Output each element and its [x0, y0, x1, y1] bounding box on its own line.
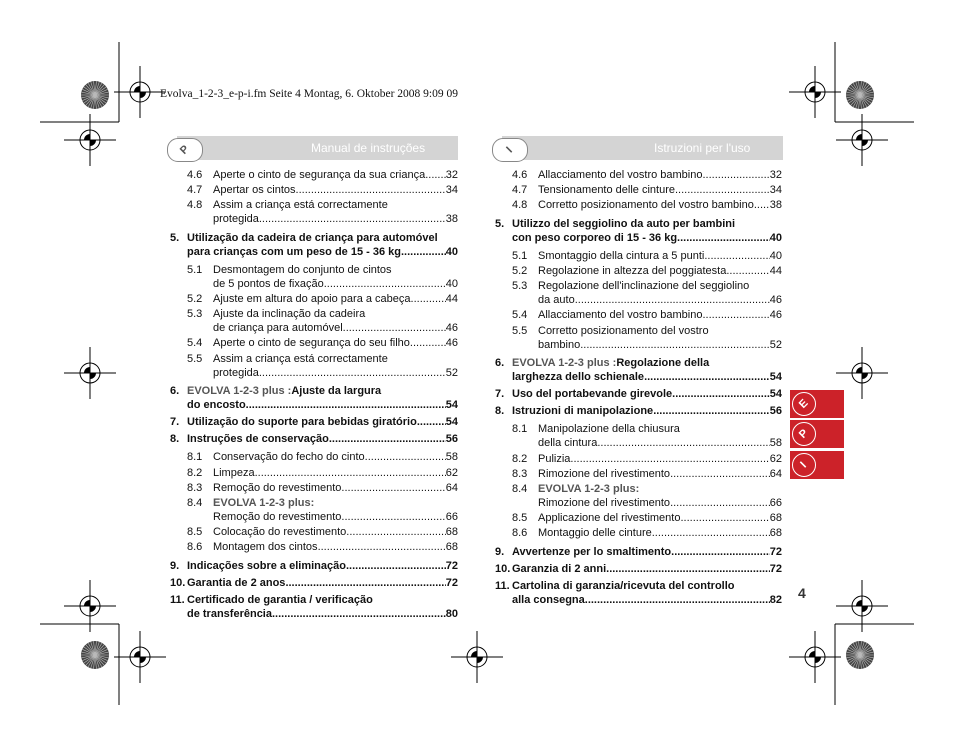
toc-entry[interactable] — [495, 511, 782, 525]
toc-entry-title: Apertar os cintos — [213, 184, 296, 197]
toc-entry-title: Garantia de 2 anos — [187, 576, 286, 589]
toc-page-number: 58 — [445, 451, 458, 464]
toc-entry-number: 4.6 — [187, 169, 203, 181]
leader-dots — [343, 321, 446, 335]
toc-entry-number: 9. — [170, 559, 180, 572]
leader-dots — [346, 559, 446, 573]
toc-entry[interactable] — [170, 540, 458, 554]
toc-entry-number: 8. — [170, 433, 180, 446]
leader-dots — [670, 467, 770, 481]
toc-page-number: 38 — [769, 199, 782, 212]
toc-entry-title: Assim a criança está correctamente — [213, 352, 388, 365]
toc-page-number: 44 — [769, 265, 782, 277]
leader-dots — [680, 511, 769, 525]
toc-page-number: 44 — [445, 293, 458, 305]
toc-entry-number: 4.7 — [187, 184, 203, 197]
toc-entry-number: 6. — [170, 384, 180, 397]
toc-entry-title: Smontaggio della cintura a 5 punti — [538, 249, 705, 262]
toc-page-number: 52 — [445, 366, 458, 379]
toc-page-number: 56 — [769, 405, 782, 418]
toc-page-number: 72 — [769, 562, 782, 575]
toc-entry-number: 5.5 — [187, 352, 203, 365]
leader-dots — [597, 436, 769, 450]
toc-entry-number: 8.4 — [187, 497, 203, 509]
toc-entry-title: Ajuste da inclinação da cadeira — [213, 308, 366, 321]
leader-dots — [671, 545, 770, 559]
toc-page-number: 46 — [445, 337, 458, 350]
toc-entry-number: 8.5 — [187, 526, 203, 539]
toc-entry-number: 4.8 — [512, 199, 528, 212]
language-badge-it: I — [492, 138, 528, 162]
toc-entry-number: 8.6 — [187, 541, 203, 554]
toc-entry[interactable] — [170, 496, 458, 524]
toc-page-number: 46 — [769, 309, 782, 322]
toc-page-number: 46 — [445, 322, 458, 335]
toc-entry-number: 6. — [495, 356, 505, 369]
toc-page-number: 68 — [445, 541, 458, 554]
toc-entry-title: Regolazione dell'inclinazione del seggiolino — [538, 280, 750, 293]
toc-entry-title: Aperte o cinto de segurança da sua criança — [213, 169, 426, 181]
toc-entry[interactable] — [170, 576, 458, 590]
toc-entry-title: alla consegna — [512, 594, 585, 606]
language-tab-i[interactable]: I — [790, 451, 844, 479]
toc-entry[interactable] — [170, 307, 458, 335]
toc-entry[interactable] — [495, 387, 782, 401]
toc-entry-title: Manipolazione della chiusura — [538, 423, 680, 436]
leader-dots — [272, 607, 446, 621]
toc-entry-title: Limpeza — [213, 466, 255, 479]
leader-dots — [580, 338, 770, 352]
toc-entry[interactable] — [495, 217, 782, 245]
toc-entry[interactable] — [170, 168, 458, 182]
toc-page-number: 40 — [445, 277, 458, 290]
toc-entry-number: 5.2 — [512, 265, 528, 277]
leader-dots — [652, 526, 770, 540]
toc-entry-title: Montagem dos cintos — [213, 541, 318, 554]
toc-page-number: 54 — [769, 370, 782, 383]
toc-entry[interactable] — [170, 384, 458, 412]
toc-entry[interactable] — [170, 198, 458, 226]
leader-dots — [259, 212, 446, 226]
product-highlight: EVOLVA 1-2-3 plus : — [512, 356, 617, 369]
toc-entry-title: do encosto — [187, 398, 246, 411]
toc-entry[interactable] — [170, 593, 458, 621]
toc-page-number: 32 — [445, 169, 458, 181]
toc-entry[interactable] — [170, 263, 458, 291]
toc-entry[interactable] — [170, 432, 458, 446]
toc-page-number: 66 — [445, 511, 458, 523]
toc-entry-title: Allacciamento del vostro bambino — [538, 309, 703, 322]
toc-entry[interactable] — [170, 415, 458, 429]
toc-entry-number: 11. — [495, 580, 510, 592]
toc-entry[interactable] — [170, 352, 458, 380]
toc-entry-title: protegida — [213, 366, 259, 379]
toc-entry-number: 5. — [170, 231, 180, 244]
toc-entry[interactable] — [495, 545, 782, 559]
toc-page-number: 34 — [445, 184, 458, 197]
toc-page-number: 80 — [445, 608, 458, 620]
toc-page-number: 82 — [769, 594, 782, 606]
leader-dots — [259, 366, 446, 380]
toc-entry[interactable] — [495, 482, 782, 510]
toc-entry-title: Aperte o cinto de segurança do seu filho — [213, 337, 410, 350]
product-highlight: EVOLVA 1-2-3 plus: — [538, 483, 640, 495]
toc-entry-title: da auto — [538, 294, 575, 307]
leader-dots — [411, 292, 446, 306]
toc-page-number: 54 — [445, 416, 458, 428]
toc-entry[interactable] — [495, 422, 782, 450]
toc-entry-number: 8.3 — [512, 467, 528, 480]
toc-entry-number: 5.1 — [187, 263, 203, 276]
product-highlight: EVOLVA 1-2-3 plus: — [213, 497, 315, 509]
toc-page-number: 62 — [769, 452, 782, 465]
toc-entry-title: Cartolina di garanzia/ricevuta del controllo — [512, 580, 735, 592]
toc-entry-title: Rimozione del rivestimento — [538, 467, 671, 480]
toc-page-number: 34 — [769, 184, 782, 197]
toc-entry-number: 5.4 — [187, 337, 203, 350]
toc-entry[interactable] — [170, 466, 458, 480]
toc-entry[interactable] — [495, 264, 782, 278]
leader-dots — [670, 496, 770, 510]
toc-entry[interactable] — [170, 336, 458, 350]
leader-dots — [677, 231, 770, 245]
toc-entry[interactable] — [495, 356, 782, 384]
toc-entry-number: 8.3 — [187, 481, 203, 494]
toc-page-number: 64 — [445, 481, 458, 494]
toc-entry[interactable] — [495, 308, 782, 322]
toc-entry-title: Istruzioni di manipolazione — [512, 405, 654, 418]
toc-entry-number: 8.4 — [512, 483, 528, 495]
toc-entry-title: Ajuste em altura do apoio para a cabeça — [213, 293, 411, 305]
toc-page-number: 52 — [769, 338, 782, 351]
toc-entry-number: 8.1 — [187, 451, 203, 464]
header-title-pt: Manual de instruções — [311, 141, 426, 155]
toc-entry-title: Desmontagem do conjunto de cintos — [213, 263, 392, 276]
leader-dots — [425, 168, 446, 182]
leader-dots — [754, 198, 770, 212]
language-tab-e[interactable]: E — [790, 390, 844, 418]
toc-entry-title: Indicações sobre a eliminação — [187, 559, 346, 572]
leader-dots — [285, 576, 445, 590]
toc-entry[interactable] — [170, 525, 458, 539]
toc-page-number: 62 — [445, 466, 458, 479]
toc-entry[interactable] — [495, 324, 782, 352]
toc-entry-title: protegida — [213, 213, 259, 226]
leader-dots — [726, 264, 769, 278]
toc-page-number: 68 — [769, 527, 782, 540]
toc-entry-title: Remoção do revestimento — [213, 481, 342, 494]
toc-entry[interactable] — [170, 559, 458, 573]
leader-dots — [570, 452, 769, 466]
toc-entry-title: de 5 pontos de fixação — [213, 277, 324, 290]
toc-entry-number: 10. — [495, 562, 511, 575]
toc-entry[interactable] — [495, 404, 782, 418]
toc-entry[interactable] — [170, 231, 458, 259]
toc-entry-number: 5.4 — [512, 309, 528, 322]
leader-dots — [575, 293, 770, 307]
header-band-pt — [177, 136, 458, 160]
leader-dots — [410, 336, 446, 350]
leader-dots — [417, 415, 446, 429]
toc-entry-number: 8.5 — [512, 512, 528, 525]
toc-entry[interactable] — [170, 183, 458, 197]
toc-entry-number: 11. — [170, 594, 185, 606]
toc-entry-title: bambino — [538, 338, 581, 351]
toc-entry-title: della cintura — [538, 437, 598, 450]
toc-entry-title: Corretto posizionamento del vostro — [538, 324, 709, 337]
toc-entry-title: Ajuste da largura — [291, 384, 382, 397]
toc-entry-title: de transferência — [187, 608, 272, 620]
header-title-it: Istruzioni per l'uso — [654, 141, 751, 155]
leader-dots — [296, 183, 446, 197]
toc-entry[interactable] — [495, 183, 782, 197]
toc-entry-number: 4.6 — [512, 169, 528, 181]
toc-entry-number: 10. — [170, 576, 186, 589]
toc-page-number: 68 — [445, 526, 458, 539]
toc-entry-number: 7. — [170, 416, 180, 428]
toc-entry-title: Utilizzo del seggiolino da auto per bambini — [512, 217, 736, 230]
toc-entry-number: 5.1 — [512, 249, 528, 262]
toc-entry-title: Utilização da cadeira de criança para automóvel — [187, 231, 438, 244]
toc-entry-title: Regolazione in altezza del poggiatesta — [538, 265, 727, 277]
toc-entry[interactable] — [495, 579, 782, 607]
toc-entry-title: Assim a criança está correctamente — [213, 199, 388, 212]
leader-dots — [329, 432, 446, 446]
toc-entry-title: Allacciamento del vostro bambino — [538, 169, 703, 181]
toc-entry-number: 5. — [495, 217, 505, 230]
product-highlight: EVOLVA 1-2-3 plus : — [187, 384, 292, 397]
leader-dots — [341, 510, 445, 524]
leader-dots — [702, 168, 769, 182]
file-slug: Evolva_1-2-3_e-p-i.fm Seite 4 Montag, 6. Oktober 2008 9:09 09 — [160, 88, 458, 100]
leader-dots — [324, 277, 446, 291]
leader-dots — [606, 562, 770, 576]
leader-dots — [346, 525, 445, 539]
toc-entry-title: Regolazione della — [616, 356, 710, 369]
toc-entry[interactable] — [495, 562, 782, 576]
toc-entry-title: Remoção do revestimento — [213, 511, 342, 523]
toc-entry-number: 8.6 — [512, 527, 528, 540]
toc-entry-title: Applicazione del rivestimento — [538, 512, 681, 525]
toc-entry-number: 5.5 — [512, 324, 528, 337]
toc-entry[interactable] — [170, 292, 458, 306]
toc-page-number: 72 — [445, 559, 458, 572]
language-tab-p[interactable]: P — [790, 420, 844, 448]
toc-entry[interactable] — [495, 168, 782, 182]
toc-entry[interactable] — [170, 481, 458, 495]
toc-page-number: 58 — [769, 437, 782, 450]
leader-dots — [246, 398, 446, 412]
toc-entry-number: 5.3 — [187, 308, 203, 321]
leader-dots — [672, 387, 770, 401]
toc-entry-title: Conservação do fecho do cinto — [213, 451, 365, 464]
toc-entry-number: 4.7 — [512, 184, 528, 197]
toc-page-number: 54 — [769, 388, 782, 400]
toc-entry[interactable] — [495, 452, 782, 466]
toc-entry-title: Tensionamento delle cinture — [538, 184, 675, 197]
toc-entry-title: Montaggio delle cinture — [538, 527, 652, 540]
leader-dots — [318, 540, 446, 554]
toc-entry[interactable] — [495, 467, 782, 481]
leader-dots — [255, 466, 446, 480]
leader-dots — [365, 450, 446, 464]
toc-page-number: 40 — [769, 231, 782, 244]
toc-page-number: 40 — [769, 249, 782, 262]
toc-page-number: 66 — [769, 497, 782, 509]
leader-dots — [585, 593, 770, 607]
toc-entry[interactable] — [495, 198, 782, 212]
toc-entry[interactable] — [495, 279, 782, 307]
language-badge-pt: P — [167, 138, 203, 162]
toc-page-number: 64 — [769, 467, 782, 480]
toc-page-number: 32 — [769, 169, 782, 181]
toc-page-number: 72 — [445, 576, 458, 589]
toc-entry-title: Uso del portabevande girevole — [512, 388, 673, 400]
toc-entry-number: 5.2 — [187, 293, 203, 305]
toc-entry[interactable] — [495, 249, 782, 263]
header-band-it — [502, 136, 783, 160]
toc-entry-title: larghezza dello schienale — [512, 370, 645, 383]
toc-entry-title: con peso corporeo di 15 - 36 kg — [512, 231, 678, 244]
toc-entry-title: Colocação do revestimento — [213, 526, 347, 539]
toc-entry-number: 8.2 — [512, 452, 528, 465]
leader-dots — [341, 481, 445, 495]
toc-entry-title: Garanzia di 2 anni — [512, 562, 607, 575]
toc-entry-title: de criança para automóvel — [213, 322, 343, 335]
toc-page-number: 46 — [769, 294, 782, 307]
toc-page-number: 72 — [769, 545, 782, 558]
toc-entry-title: Utilização do suporte para bebidas giratório — [187, 416, 417, 428]
leader-dots — [702, 308, 769, 322]
toc-entry-title: Corretto posizionamento del vostro bambino — [538, 199, 754, 212]
leader-dots — [653, 404, 770, 418]
toc-entry[interactable] — [170, 450, 458, 464]
toc-entry-title: Rimozione del rivestimento — [538, 497, 671, 509]
toc-entry-title: Instruções de conservação — [187, 433, 329, 446]
toc-page-number: 38 — [445, 213, 458, 226]
toc-entry-title: Pulizia — [538, 452, 571, 465]
leader-dots — [644, 370, 770, 384]
page-number: 4 — [798, 585, 806, 601]
toc-page-number: 40 — [445, 245, 458, 258]
toc-entry-number: 8. — [495, 405, 505, 418]
toc-entry-number: 5.3 — [512, 280, 528, 293]
toc-entry-number: 8.1 — [512, 423, 528, 436]
toc-page-number: 68 — [769, 512, 782, 525]
toc-entry[interactable] — [495, 526, 782, 540]
toc-entry-number: 4.8 — [187, 199, 203, 212]
leader-dots — [401, 245, 446, 259]
toc-entry-number: 9. — [495, 545, 505, 558]
leader-dots — [704, 249, 769, 263]
toc-entry-number: 8.2 — [187, 466, 203, 479]
toc-entry-title: para crianças com um peso de 15 - 36 kg — [187, 245, 401, 258]
toc-page-number: 56 — [445, 433, 458, 446]
toc-entry-title: Avvertenze per lo smaltimento — [512, 545, 672, 558]
toc-entry-number: 7. — [495, 388, 505, 400]
toc-page-number: 54 — [445, 398, 458, 411]
leader-dots — [675, 183, 770, 197]
toc-entry-title: Certificado de garantia / verificação — [187, 594, 373, 606]
